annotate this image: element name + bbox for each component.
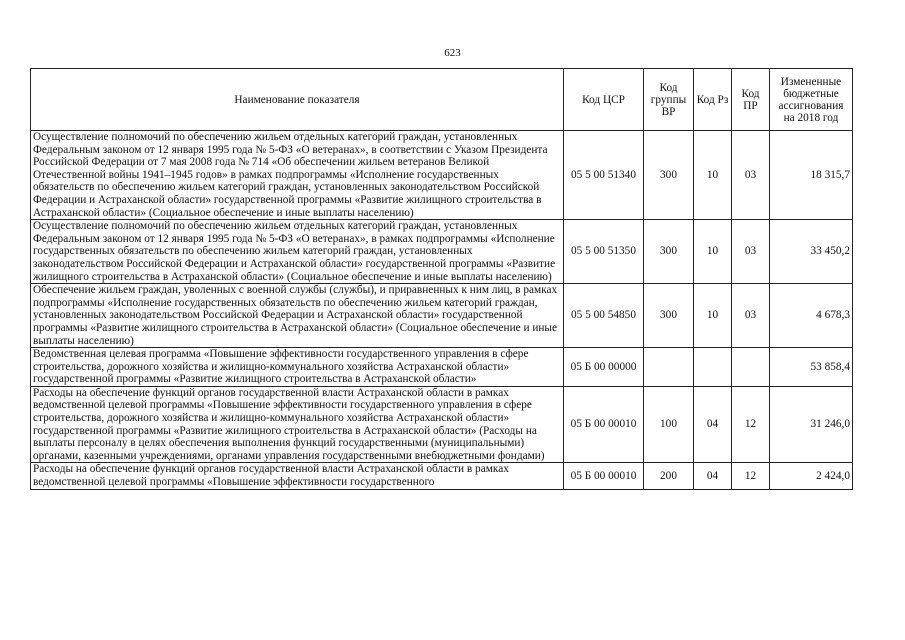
table-row bbox=[31, 463, 853, 489]
row-name: Расходы на обеспечение функций органов государственной власти Астраханской области в рамках ведомственной целевой программы «Повышение эффективности государственного управления в сфере строительства, дорожного хозяйства и жилищно-коммунального хозяйства Астраханской области» государственной программы «Развитие жилищного строительства в Астраханской области» (Расходы на выплаты персоналу в целях обеспечения выполнения функций государственными (муниципальными) органами, казенными учреждениями, органами управления государственными внебюджетными фондами) bbox=[31, 386, 564, 463]
header-row bbox=[31, 69, 853, 131]
row-amount: 2 424,0 bbox=[770, 463, 853, 489]
row-rz: 10 bbox=[694, 131, 732, 220]
header-rz: Код Рз bbox=[694, 69, 732, 131]
row-csr: 05 Б 00 00010 bbox=[564, 386, 644, 463]
row-pr: 12 bbox=[732, 386, 770, 463]
row-name: Осуществление полномочий по обеспечению жильем отдельных категорий граждан, установленных Федеральным законом от 12 января 1995 года № 5-ФЗ «О ветеранах», в рамках подпрограммы «Исполнение государственных обязательств по обеспечению жильем категорий граждан, установленных законодательством Российской Федерации и Астраханской области» государственной программы «Развитие жилищного строительства в Астраханской области» (Социальное обеспечение и иные выплаты населению) bbox=[31, 220, 564, 284]
row-amount: 4 678,3 bbox=[770, 284, 853, 348]
row-rz: 10 bbox=[694, 220, 732, 284]
row-pr: 12 bbox=[732, 463, 770, 489]
header-amount: Измененные бюджетные ассигнования на 2018 год bbox=[770, 69, 853, 131]
row-rz bbox=[694, 348, 732, 387]
table-row bbox=[31, 386, 853, 463]
row-pr: 03 bbox=[732, 220, 770, 284]
row-vr: 300 bbox=[644, 131, 694, 220]
row-amount: 33 450,2 bbox=[770, 220, 853, 284]
header-pr: Код ПР bbox=[732, 69, 770, 131]
header-vr: Код группы ВР bbox=[644, 69, 694, 131]
row-rz: 04 bbox=[694, 386, 732, 463]
budget-table bbox=[30, 68, 853, 490]
row-csr: 05 Б 00 00000 bbox=[564, 348, 644, 387]
row-vr: 200 bbox=[644, 463, 694, 489]
row-rz: 04 bbox=[694, 463, 732, 489]
table-row bbox=[31, 348, 853, 387]
page-number: 623 bbox=[444, 47, 461, 59]
table-row bbox=[31, 284, 853, 348]
row-vr: 300 bbox=[644, 220, 694, 284]
row-amount: 18 315,7 bbox=[770, 131, 853, 220]
row-pr: 03 bbox=[732, 131, 770, 220]
row-pr bbox=[732, 348, 770, 387]
header-name: Наименование показателя bbox=[31, 69, 564, 131]
row-vr: 300 bbox=[644, 284, 694, 348]
row-csr: 05 5 00 51350 bbox=[564, 220, 644, 284]
row-vr bbox=[644, 348, 694, 387]
table-row bbox=[31, 220, 853, 284]
row-amount: 31 246,0 bbox=[770, 386, 853, 463]
row-name: Расходы на обеспечение функций органов государственной власти Астраханской области в рамках ведомственной целевой программы «Повышение эффективности государственного bbox=[31, 463, 564, 489]
row-pr: 03 bbox=[732, 284, 770, 348]
row-rz: 10 bbox=[694, 284, 732, 348]
row-csr: 05 5 00 54850 bbox=[564, 284, 644, 348]
header-csr: Код ЦСР bbox=[564, 69, 644, 131]
row-name: Осуществление полномочий по обеспечению жильем отдельных категорий граждан, установленных Федеральным законом от 12 января 1995 года № 5-ФЗ «О ветеранах», в соответствии с Указом Президента Российской Федерации от 7 мая 2008 года № 714 «Об обеспечении жильем ветеранов Великой Отечественной войны 1941–1945 годов» в рамках подпрограммы «Исполнение государственных обязательств по обеспечению жильем категорий граждан, установленных законодательством Российской Федерации и Астраханской области» государственной программы «Развитие жилищного строительства в Астраханской области» (Социальное обеспечение и иные выплаты населению) bbox=[31, 131, 564, 220]
row-vr: 100 bbox=[644, 386, 694, 463]
row-csr: 05 Б 00 00010 bbox=[564, 463, 644, 489]
row-name: Ведомственная целевая программа «Повышение эффективности государственного управления в сфере строительства, дорожного хозяйства и жилищно-коммунального хозяйства Астраханской области» государственной программы «Развитие жилищного строительства в Астраханской области» bbox=[31, 348, 564, 387]
row-csr: 05 5 00 51340 bbox=[564, 131, 644, 220]
row-amount: 53 858,4 bbox=[770, 348, 853, 387]
row-name: Обеспечение жильем граждан, уволенных с военной службы (службы), и приравненных к ним лиц, в рамках подпрограммы «Исполнение государственных обязательств по обеспечению жильем категорий граждан, установленных законодательством Российской Федерации и Астраханской области» государственной программы «Развитие жилищного строительства в Астраханской области» (Социальное обеспечение и иные выплаты населению) bbox=[31, 284, 564, 348]
table-row bbox=[31, 131, 853, 220]
